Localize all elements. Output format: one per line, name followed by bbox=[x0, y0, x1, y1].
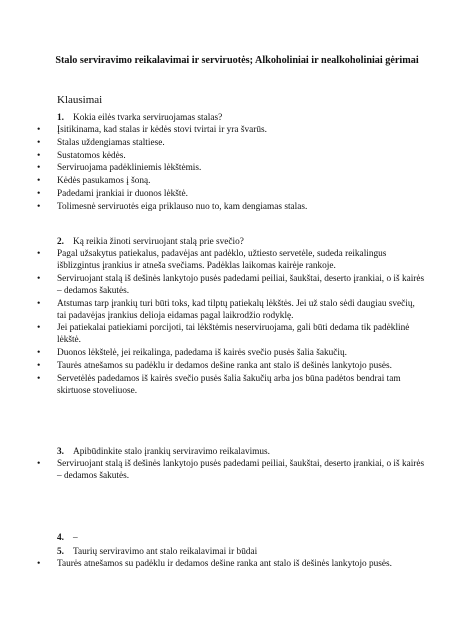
answer-list bbox=[57, 124, 426, 213]
list-item: • Serviruojant stalą iš dešinės lankytojo pusės padedami peiliai, šaukštai, deserto įrankiai, o iš kairės – dedamos šakutės. bbox=[57, 273, 426, 297]
list-item: • Įsitikinama, kad stalas ir kėdės stovi tvirtai ir yra švarūs. bbox=[57, 124, 426, 136]
list-item: • Tolimesnė serviruotės eiga priklauso nuo to, kam dengiamas stalas. bbox=[57, 201, 426, 213]
question-number: 1. bbox=[57, 113, 64, 123]
list-item: • Pagal užsakytus patiekalus, padavėjas ant padėklo, užtiesto servetėle, sudeda reikalingus išblizgintus įrankius ir atneša svečiams. Padėklas laikomas kairėje rankoje. bbox=[57, 248, 426, 272]
list-item: • Jei patiekalai patiekiami porcijoti, tai lėkštėmis neserviruojama, gali būti dedama tik padėklinė lėkštė. bbox=[57, 322, 426, 346]
list-item: • Stalas uždengiamas staltiese. bbox=[57, 137, 426, 149]
question-text: – bbox=[73, 533, 78, 543]
answer-list bbox=[57, 558, 426, 570]
question-1 bbox=[57, 112, 426, 214]
question-text: Kokia eilės tvarka serviruojamas stalas? bbox=[73, 113, 223, 123]
list-item: • Sustatomos kėdės. bbox=[57, 150, 426, 162]
list-item: • Duonos lėkštelė, jei reikalinga, padedama iš kairės svečio pusės šalia šakučių. bbox=[57, 347, 426, 359]
list-item: • Servetėlės padedamos iš kairės svečio pusės šalia šakučių arba jos būna padėtos bendrai tam skirtuose stoveliuose. bbox=[57, 373, 426, 397]
question-text: Taurių serviravimo ant stalo reikalavimai ir būdai bbox=[73, 547, 258, 557]
list-item: • Serviruojama padėkliniemis lėkštėmis. bbox=[57, 162, 426, 174]
question-number: 2. bbox=[57, 237, 64, 247]
question-5 bbox=[57, 546, 426, 571]
list-item: • Kėdės pasukamos į šoną. bbox=[57, 175, 426, 187]
section-heading: Klausimai bbox=[57, 94, 103, 106]
question-3 bbox=[57, 446, 426, 483]
question-text: Ką reikia žinoti serviruojant stalą prie svečio? bbox=[73, 237, 244, 247]
question-2 bbox=[57, 236, 426, 398]
answer-list bbox=[57, 248, 426, 397]
list-item: • Taurės atnešamos su padėklu ir dedamos dešine ranka ant stalo iš dešinės lankytojo pusės. bbox=[57, 360, 426, 372]
document-title: Stalo serviravimo reikalavimai ir serviruotės; Alkoholiniai ir nealkoholiniai gėrimai bbox=[55, 55, 419, 66]
question-text: Apibūdinkite stalo įrankių serviravimo reikalavimus. bbox=[73, 447, 271, 457]
question-number: 5. bbox=[57, 547, 64, 557]
answer-list bbox=[57, 458, 426, 482]
question-number: 3. bbox=[57, 447, 64, 457]
list-item: • Padedami įrankiai ir duonos lėkštė. bbox=[57, 188, 426, 200]
question-number: 4. bbox=[57, 533, 64, 543]
question-4 bbox=[57, 532, 426, 544]
list-item: • Atstumas tarp įrankių turi būti toks, kad tilptų patiekalų lėkštės. Jei už stalo sėdi daugiau svečių, tai padavėjas įrankius delioja eidamas pagal laikrodžio rodyklę. bbox=[57, 298, 426, 322]
list-item: • Taurės atnešamos su padėklu ir dedamos dešine ranka ant stalo iš dešinės lankytojo pusės. bbox=[57, 558, 426, 570]
list-item: • Serviruojant stalą iš dešinės lankytojo pusės padedami peiliai, šaukštai, deserto įrankiai, o iš kairės – dedamos šakutės. bbox=[57, 458, 426, 482]
